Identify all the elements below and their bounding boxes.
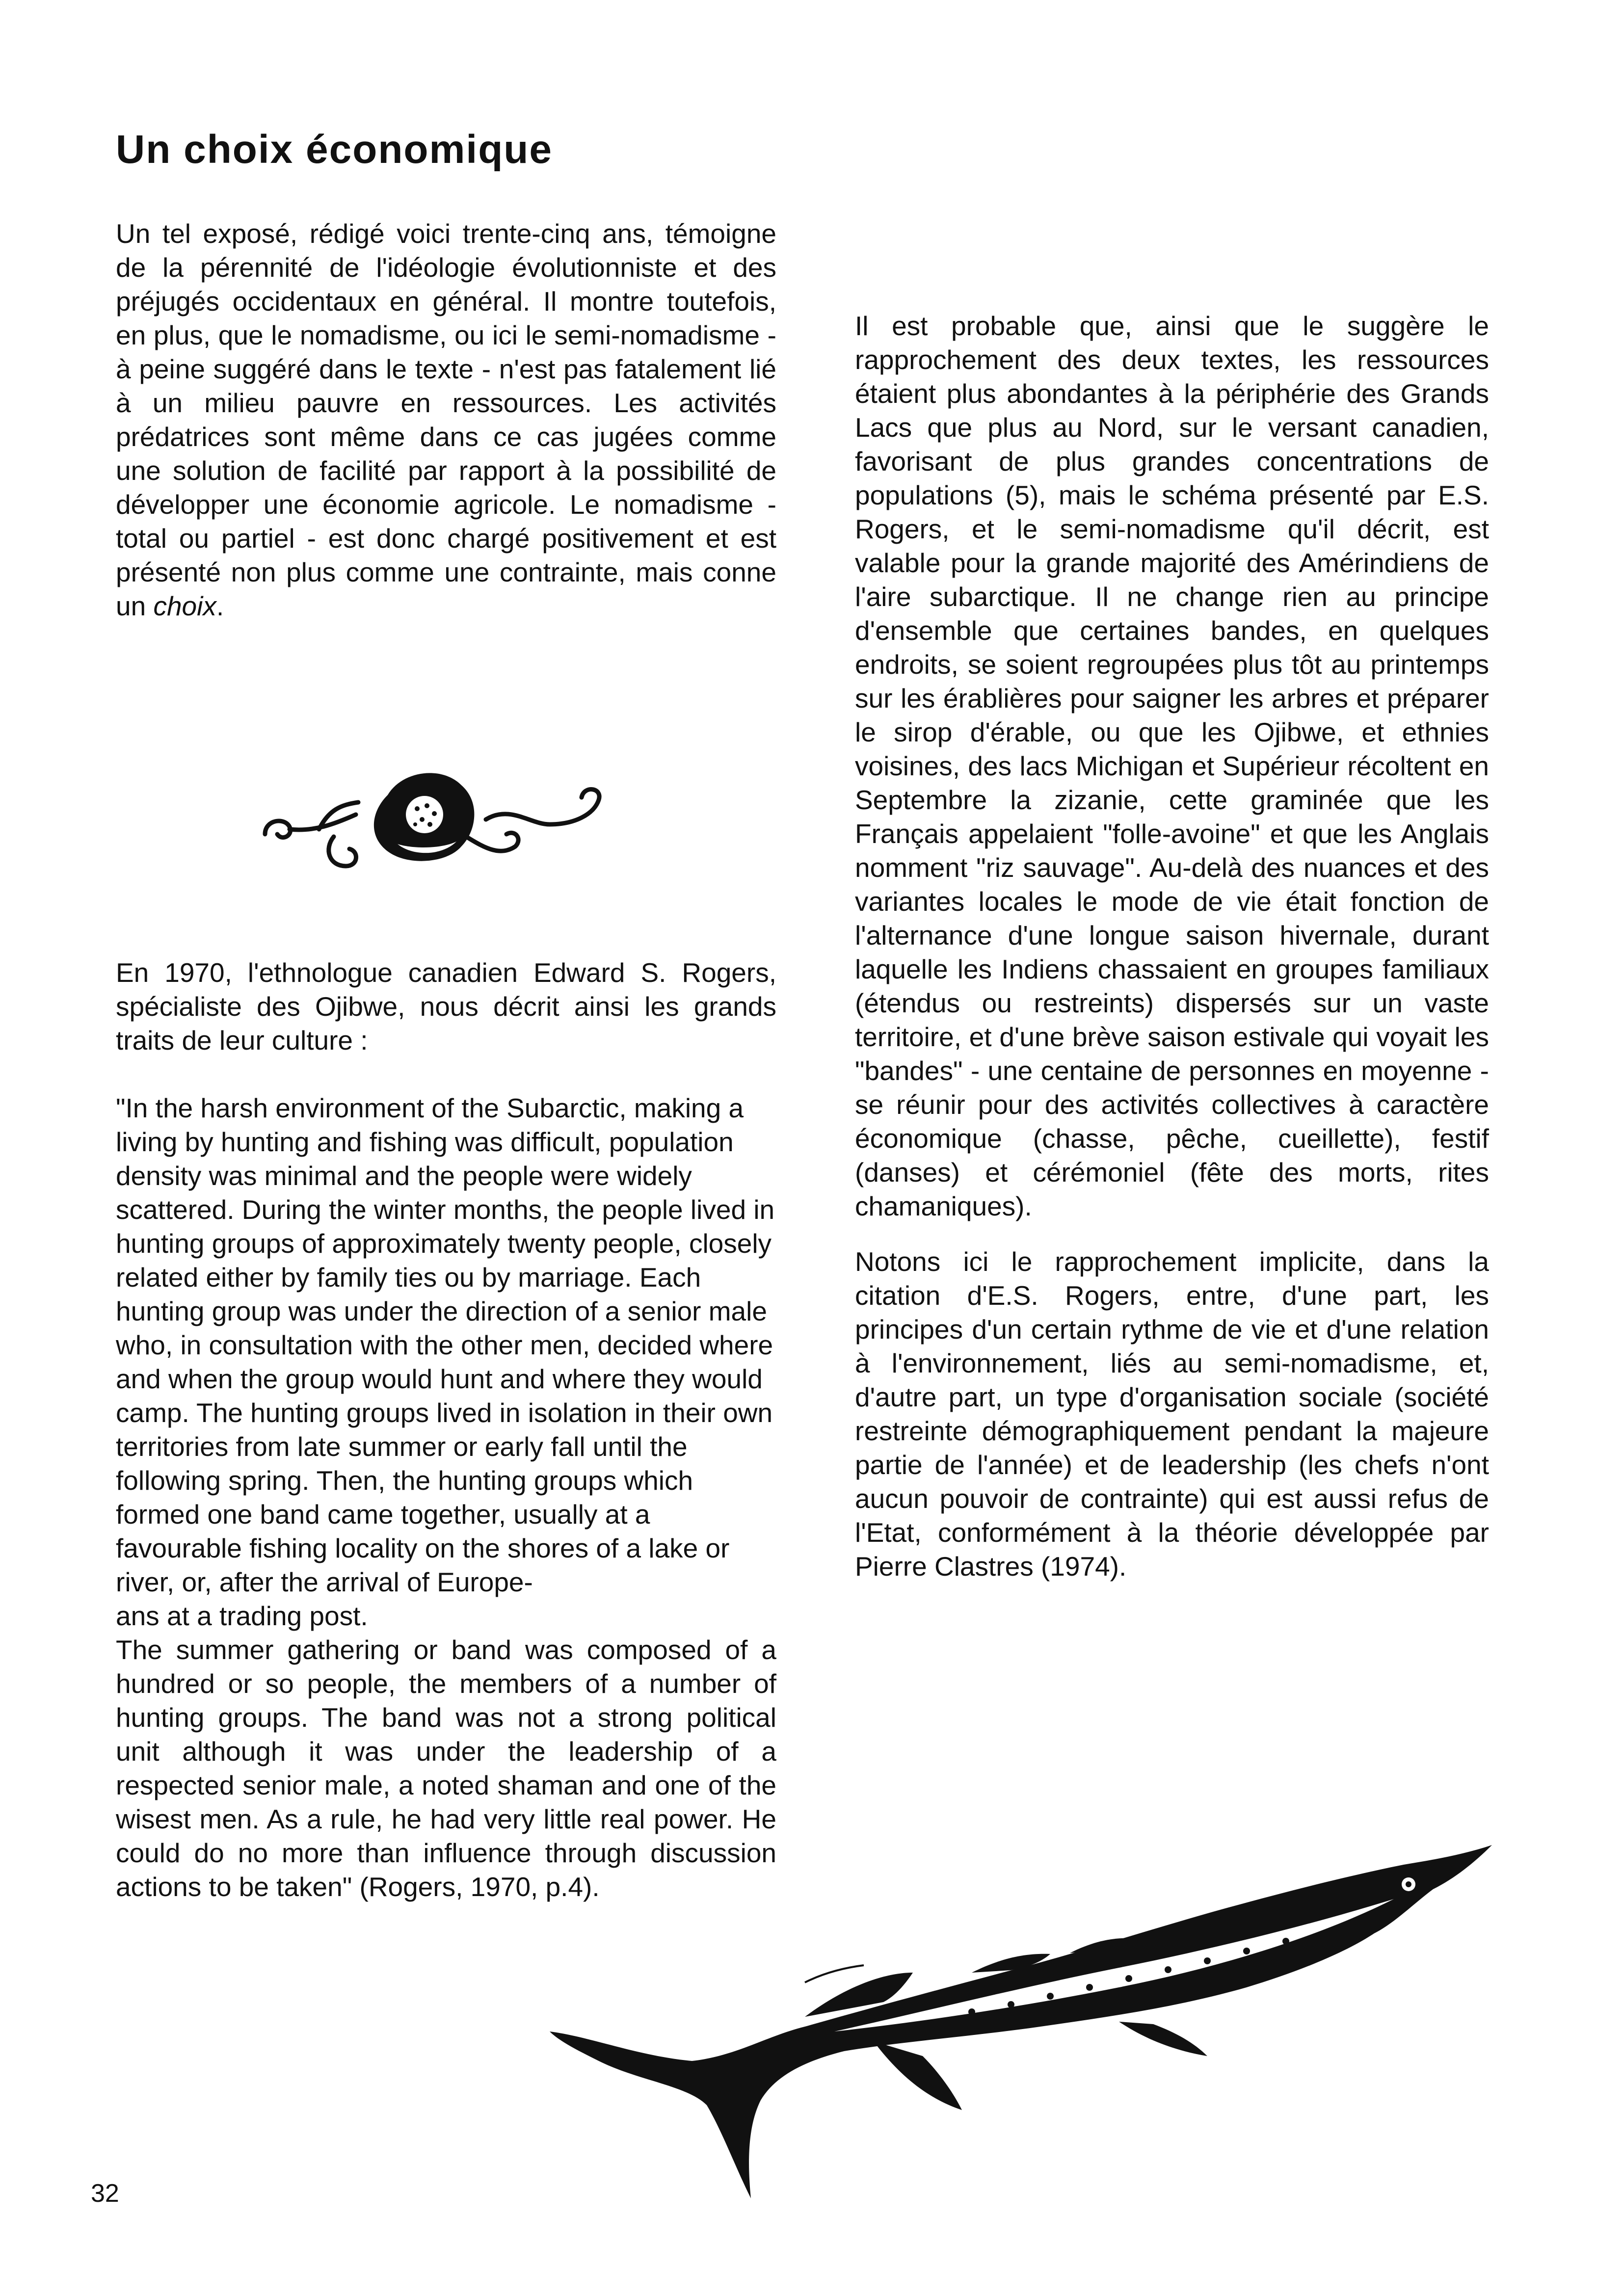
page-title: Un choix économique (116, 127, 553, 172)
page-number: 32 (91, 2179, 119, 2208)
intro-end: . (216, 591, 224, 621)
intro-emphasis: choix (153, 591, 216, 621)
right-column (855, 309, 1489, 1583)
rogers-quote-part-2: The summer gathering or band was composed of a hundred or so people, the members of a number of hunting groups. The band was not a strong political unit although it was under the leadership of a respected senior male, a noted shaman and one of the wisest men. As a rule, he had very little real power. He could do no more than influence through discussion actions to be taken" (Rogers, 1970, p.4). (116, 1635, 776, 1902)
quote-text-end: ans at a trading post. (116, 1601, 368, 1631)
intro-text: Un tel exposé, rédigé voici trente-cinq ans, témoigne de la pérennité de l'idéologie évolutionniste et des préjugés occidentaux en général. Il montre toutefois, en plus, que le nomadisme, ou ici le semi-nomadisme - à peine suggéré dans le texte - n'est pas fatalement lié à un milieu pauvre en ressources. Les activités prédatrices sont même dans ce cas jugées comme une solution de facilité par rapport à la possibilité de développer une économie agricole. Le nomadisme - total ou partiel - est donc chargé positivement et est présenté non plus comme une contrainte, mais conne un (116, 218, 776, 621)
sturgeon-drawing-icon (530, 1825, 1502, 2218)
right-paragraph-1: Il est probable que, ainsi que le suggère le rapprochement des deux textes, les ressources étaient plus abondantes à la périphérie des Grands Lacs que plus au Nord, sur le versant canadien, favorisant de plus grandes concentrations de populations (5), mais le schéma présenté par E.S. Rogers, et le semi-nomadisme qu'il décrit, est valable pour la grande majorité des Amérindiens de l'aire subarctique. Il ne change rien au principe d'ensemble que certaines bandes, en quelques endroits, se soient regroupées plus tôt au printemps sur les érablières pour saigner les arbres et préparer le sirop d'érable, ou que les Ojibwe, et ethnies voisines, des lacs Michigan et Supérieur récoltent en Septembre la zizanie, cette graminée que les Français appelaient "folle-avoine" et que les Anglais nomment "riz sauvage". Au-delà des nuances et des variantes locales le mode de vie était fonction de l'alternance d'une longue saison hivernale, durant laquelle les Indiens chassaient en groupes familiaux (étendus ou restreints) dispersés sur un vaste territoire, et d'une brève saison estivale qui voyait les "bandes" - une centaine de personnes en moyenne - se réunir pour des activités collectives à caractère économique (chasse, pêche, cueillette), festif (danses) et cérémoniel (fête des morts, rites chamaniques). (855, 311, 1489, 1221)
rogers-intro-paragraph: En 1970, l'ethnologue canadien Edward S. Rogers, spécialiste des Ojibwe, nous décrit ainsi les grands traits de leur culture : (116, 957, 776, 1056)
right-paragraph-2: Notons ici le rapprochement implicite, dans la citation d'E.S. Rogers, entre, d'une part, les principes d'un certain rythme de vie et d'une relation à l'environnement, liés au semi-nomadisme, et, d'autre part, un type d'organisation sociale (société restreinte démographiquement pendant la majeure partie de l'année) et de leadership (les chefs n'ont aucun pouvoir de contrainte) qui est aussi refus de l'Etat, conformément à la théorie développée par Pierre Clastres (1974). (855, 1246, 1489, 1582)
left-column-quote (116, 956, 776, 1904)
rogers-quote-part-1 (116, 1091, 776, 1633)
intro-paragraph (116, 217, 776, 623)
quote-text: "In the harsh environment of the Subarctic, making a living by hunting and fishing was difficult, population density was minimal and the people were widely scattered. During the winter months, the people lived in hunting groups of approximately twenty people, closely related either by family ties ou by marriage. Each hunting group was under the direction of a senior male who, in consultation with the other men, decided where and when the group would hunt and where they would camp. The hunting groups lived in isolation in their own territories from late summer or early fall until the following spring. Then, the hunting groups which formed one band came together, usually at a favourable fishing locality on the shores of a lake or river, or, after the arrival of Europe- (116, 1093, 775, 1597)
floral-scroll-ornament-icon (255, 751, 618, 893)
left-column-intro (116, 217, 776, 623)
